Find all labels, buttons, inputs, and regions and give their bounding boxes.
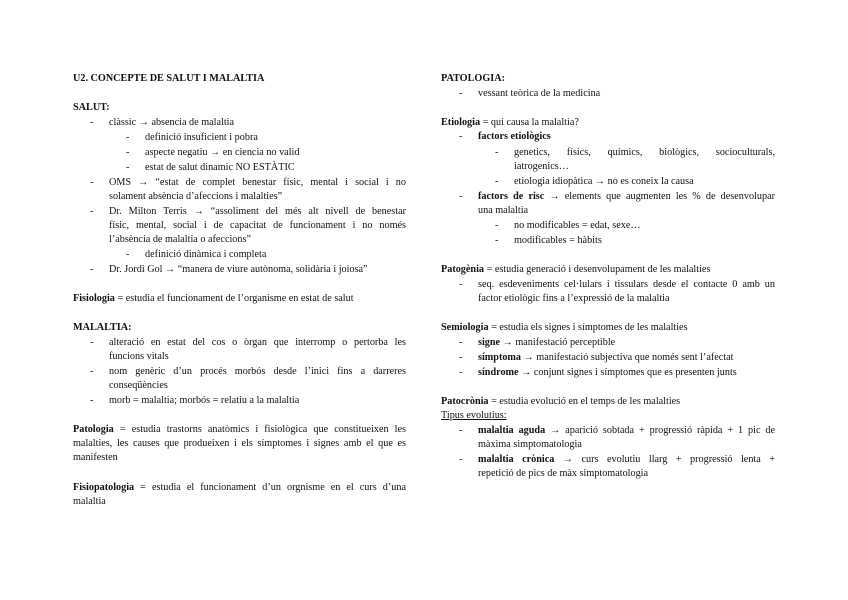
salut-classic-sub: definició insuficient i pobra [145, 132, 258, 143]
patologia-subitem: vessant teòrica de la medicina [478, 88, 601, 99]
factors-de-risc-sub: no modificables = edat, sexe… [514, 220, 641, 231]
malaltia-item: alteració en estat del cos o òrgan que interromp o pertorba les [109, 337, 406, 348]
salut-classic-sub: estat de salut dinamic NO ESTÀTIC [145, 162, 295, 173]
patologia-definition: Patologia = estudia trastorns anatòmics i fisiològica que constitueixen les [73, 424, 406, 435]
patocronia-definition: Patocrònia = estudia evolució en el temps de les malalties [441, 396, 681, 407]
salut-heading: SALUT: [73, 102, 110, 113]
etiologia-definition: Etiologia = qui causa la malaltia? [441, 117, 579, 128]
salut-terris-sub: definició dinàmica i completa [145, 249, 267, 260]
factors-etiologics: factors etiològics [478, 131, 551, 142]
semiologia-item-signe: signe → manifestació perceptible [478, 337, 616, 348]
fisiopatologia-definition: Fisiopatologia = estudia el funcionament d’un orgnisme en el curs d’una [73, 482, 406, 493]
salut-terris: Dr. Milton Terris → “assoliment del més alt nivell de benestar [109, 206, 406, 217]
malaltia-item: morb = malaltia; morbós = relatiu a la malaltia [109, 395, 300, 406]
patogenia-definition: Patogènia = estudia generació i desenvolupament de les malalties [441, 264, 711, 275]
malaltia-heading: MALALTIA: [73, 322, 132, 333]
patologia-heading: PATOLOGIA: [441, 73, 505, 84]
document-title: U2. CONCEPTE DE SALUT I MALALTIA [73, 73, 265, 84]
salut-classic: clàssic → absencia de malaltia [109, 117, 235, 128]
factors-de-risc-sub: modificables = hàbits [514, 235, 602, 246]
tipus-evolutius: Tipus evolutius: [441, 410, 507, 421]
factors-etiologics-sub: genetics, físics, químics, biològics, socioculturals, [514, 147, 775, 158]
salut-classic-sub: aspecte negatiu → en ciencia no valid [145, 147, 300, 158]
salut-oms: OMS → “estat de complet benestar físic, mental i social i no [109, 177, 406, 188]
patogenia-subitem: seq. esdeveniments cel·lulars i tissulars desde el contacte 0 amb un [478, 279, 775, 290]
factors-etiologics-sub: etiologia idiopàtica → no es coneix la causa [514, 176, 694, 187]
malaltia-item: nom genèric d’un procés morbós desde l’inici fins a darreres [109, 366, 406, 377]
malaltia-cronica: malaltia crònica → curs evolutiu llarg + progressió lenta + [478, 454, 776, 465]
fisiologia-definition: Fisiologia = estudia el funcionament de l’organisme en estat de salut [73, 293, 354, 304]
semiologia-definition: Semiologia = estudia els signes i símptomes de les malalties [441, 322, 688, 333]
malaltia-aguda: malaltia aguda → aparició sobtada + progressió ràpida + 1 pic de [478, 425, 776, 436]
semiologia-item-simptoma: símptoma → manifestació subjectiva que només sent l’afectat [478, 352, 734, 363]
salut-gol: Dr. Jordi Gol → “manera de viure autònoma, solidària i joiosa” [109, 264, 368, 275]
factors-de-risc: factors de risc → elements que augmenten les % de desenvolupar [478, 191, 775, 202]
semiologia-item-sindrome: síndrome → conjunt signes i símptomes que es presenten junts [478, 367, 737, 378]
